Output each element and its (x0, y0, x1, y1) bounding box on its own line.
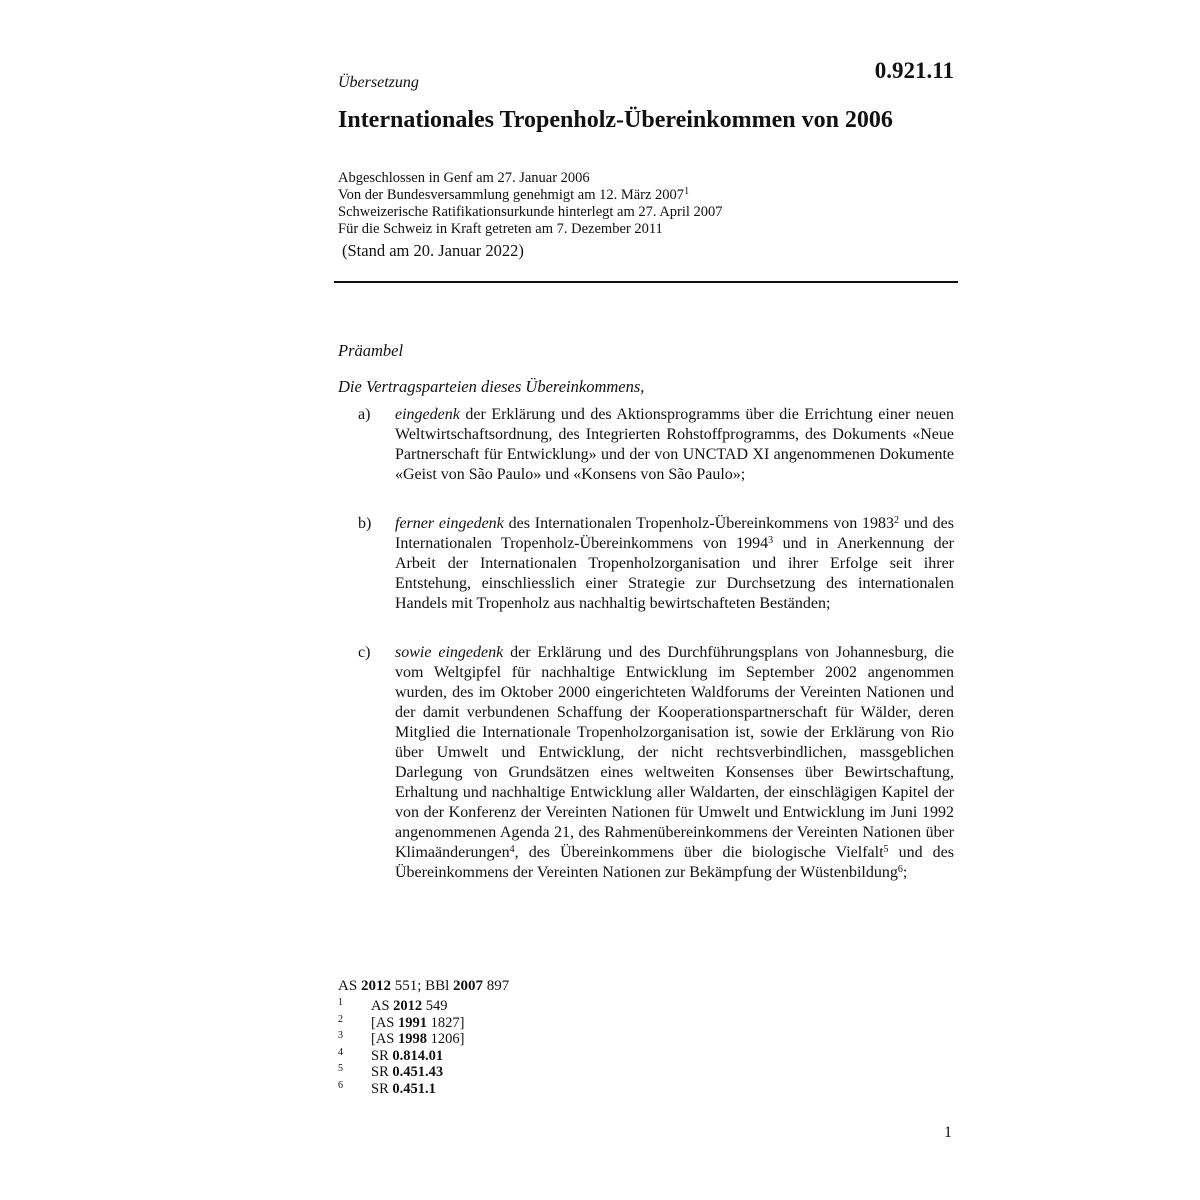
parties-intro: Die Vertragsparteien dieses Übereinkommens, (338, 377, 645, 396)
footnote-bold: 0.451.1 (392, 1080, 436, 1097)
footnote-number: 6 (338, 1079, 343, 1091)
item-body: ; (902, 864, 908, 881)
meta-block (338, 170, 723, 238)
item-body: und des Übereinkommens der Vereinten Nationen zur Bekämpfung der Wüstenbildung (395, 844, 955, 881)
footnote-text[interactable] (371, 1031, 464, 1048)
footnote-suffix: 1827] (427, 1014, 465, 1031)
footnote-prefix: [AS (371, 1014, 398, 1031)
footnote-ref[interactable]: 1 (684, 186, 690, 197)
footnote-text[interactable] (371, 998, 448, 1015)
footnote-ref[interactable]: 3 (768, 535, 774, 546)
footnote-prefix: [AS (371, 1031, 398, 1047)
item-marker: c) (358, 644, 371, 661)
footnote-prefix: SR (371, 1064, 393, 1080)
ref-year: 2012 (360, 978, 391, 994)
item-text (395, 643, 954, 883)
footnote-text[interactable] (371, 1048, 443, 1065)
item-body: , des Übereinkommens über die biologische Vielfalt (514, 844, 884, 861)
meta-concluded: Abgeschlossen in Genf am 27. Januar 2006 (338, 170, 590, 186)
footnote-bold: 0.451.43 (392, 1064, 444, 1080)
meta-approved (338, 187, 723, 204)
footnote-bold: 0.814.01 (392, 1047, 444, 1064)
publication-reference (338, 978, 509, 995)
item-lead: eingedenk (395, 406, 460, 423)
header-rule (334, 281, 958, 283)
ref-page: 897 (483, 978, 510, 994)
footnote-number: 1 (338, 997, 343, 1008)
footnote-text[interactable] (371, 1081, 436, 1098)
meta-in-force: Für die Schweiz in Kraft getreten am 7. Dezember 2011 (338, 221, 663, 237)
footnote-suffix: 1206] (427, 1031, 465, 1047)
footnote-ref[interactable]: 4 (509, 844, 515, 855)
footnote-ref[interactable]: 5 (883, 844, 889, 855)
item-marker: a) (358, 406, 371, 423)
footnote-bold: 2012 (393, 998, 423, 1014)
document-title: Internationales Tropenholz-Übereinkommen von 2006 (338, 107, 893, 133)
sr-number: 0.921.11 (874, 58, 954, 83)
meta-approved-text: Von der Bundesversammlung genehmigt am 12. März 2007 (338, 187, 685, 203)
preamble-heading: Präambel (338, 341, 404, 360)
item-text (395, 405, 954, 485)
footnote-prefix: SR (371, 1080, 393, 1097)
status-date: (Stand am 20. Januar 2022) (342, 241, 524, 260)
item-body: des Internationalen Tropenholz-Übereinkommens von 1983 (503, 515, 895, 532)
ref-year: 2007 (453, 978, 484, 994)
ref-label: AS (338, 978, 361, 994)
footnote-prefix: AS (371, 998, 394, 1014)
footnote-text[interactable] (371, 1064, 443, 1081)
footnote-ref[interactable]: 6 (897, 864, 903, 875)
footnote-bold: 1998 (398, 1031, 427, 1047)
translation-note: Übersetzung (338, 74, 419, 91)
footnote-number: 3 (338, 1030, 343, 1041)
ref-page: 551; BBl (390, 978, 454, 994)
footnote-number: 4 (338, 1046, 343, 1058)
item-lead: sowie eingedenk (395, 644, 504, 661)
meta-ratification: Schweizerische Ratifikationsurkunde hinterlegt am 27. April 2007 (338, 204, 723, 220)
footnote-suffix: 549 (422, 998, 448, 1014)
footnote-text[interactable] (371, 1015, 464, 1032)
item-body: der Erklärung und des Durchführungsplans von Johannesburg, die vom Weltgipfel für nachhaltige Entwicklung im September 2002 angenommen wurden, des im Oktober 2000 eingerichteten Waldforums der Vereinten Nationen und der damit verbundenen Schaffung der Kooperationspartnerschaft für Wälder, deren Mitglied die Internationale Tropenholzorganisation ist, sowie der Erklärung von Rio über Umwelt und Entwicklung, der nicht rechtsverbindlichen, massgeblichen Darlegung von Grundsätzen eines weltweiten Konsenses über Bewirtschaftung, Erhaltung und nachhaltige Entwicklung aller Waldarten, der einschlägigen Kapitel der von der Konferenz der Vereinten Nationen für Umwelt und Entwicklung im Juni 1992 angenommenen Agenda 21, des Rahmenübereinkommens der Vereinten Nationen über Klimaänderungen (395, 644, 955, 861)
footnote-bold: 1991 (398, 1014, 427, 1031)
item-body: der Erklärung und des Aktionsprogramms über die Errichtung einer neuen Weltwirtschaftsordnung, des Integrierten Rohstoffprogramms, des Dokuments «Neue Partnerschaft für Entwicklung» und der von UNCTAD XI angenommenen Dokumente «Geist von São Paulo» und «Konsens von São Paulo»; (395, 406, 954, 483)
item-body: und in Anerkennung der Arbeit der Internationalen Tropenholzorganisation und ihrer Erfolge seit ihrer Entstehung, einschliesslich einer Strategie zur Durchsetzung des internationalen Handels mit Tropenholz aus nachhaltig bewirtschafteten Beständen; (395, 535, 955, 612)
footnote-prefix: SR (371, 1047, 393, 1064)
page-number: 1 (944, 1124, 952, 1141)
item-text (395, 514, 954, 614)
item-body: und des Internationalen Tropenholz-Übereinkommens von 1994 (395, 515, 954, 552)
footnote-ref[interactable]: 2 (894, 515, 900, 526)
footnote-number: 5 (338, 1063, 343, 1074)
item-lead: ferner eingedenk (395, 515, 504, 532)
item-marker: b) (358, 515, 372, 532)
footnote-number: 2 (338, 1013, 343, 1025)
